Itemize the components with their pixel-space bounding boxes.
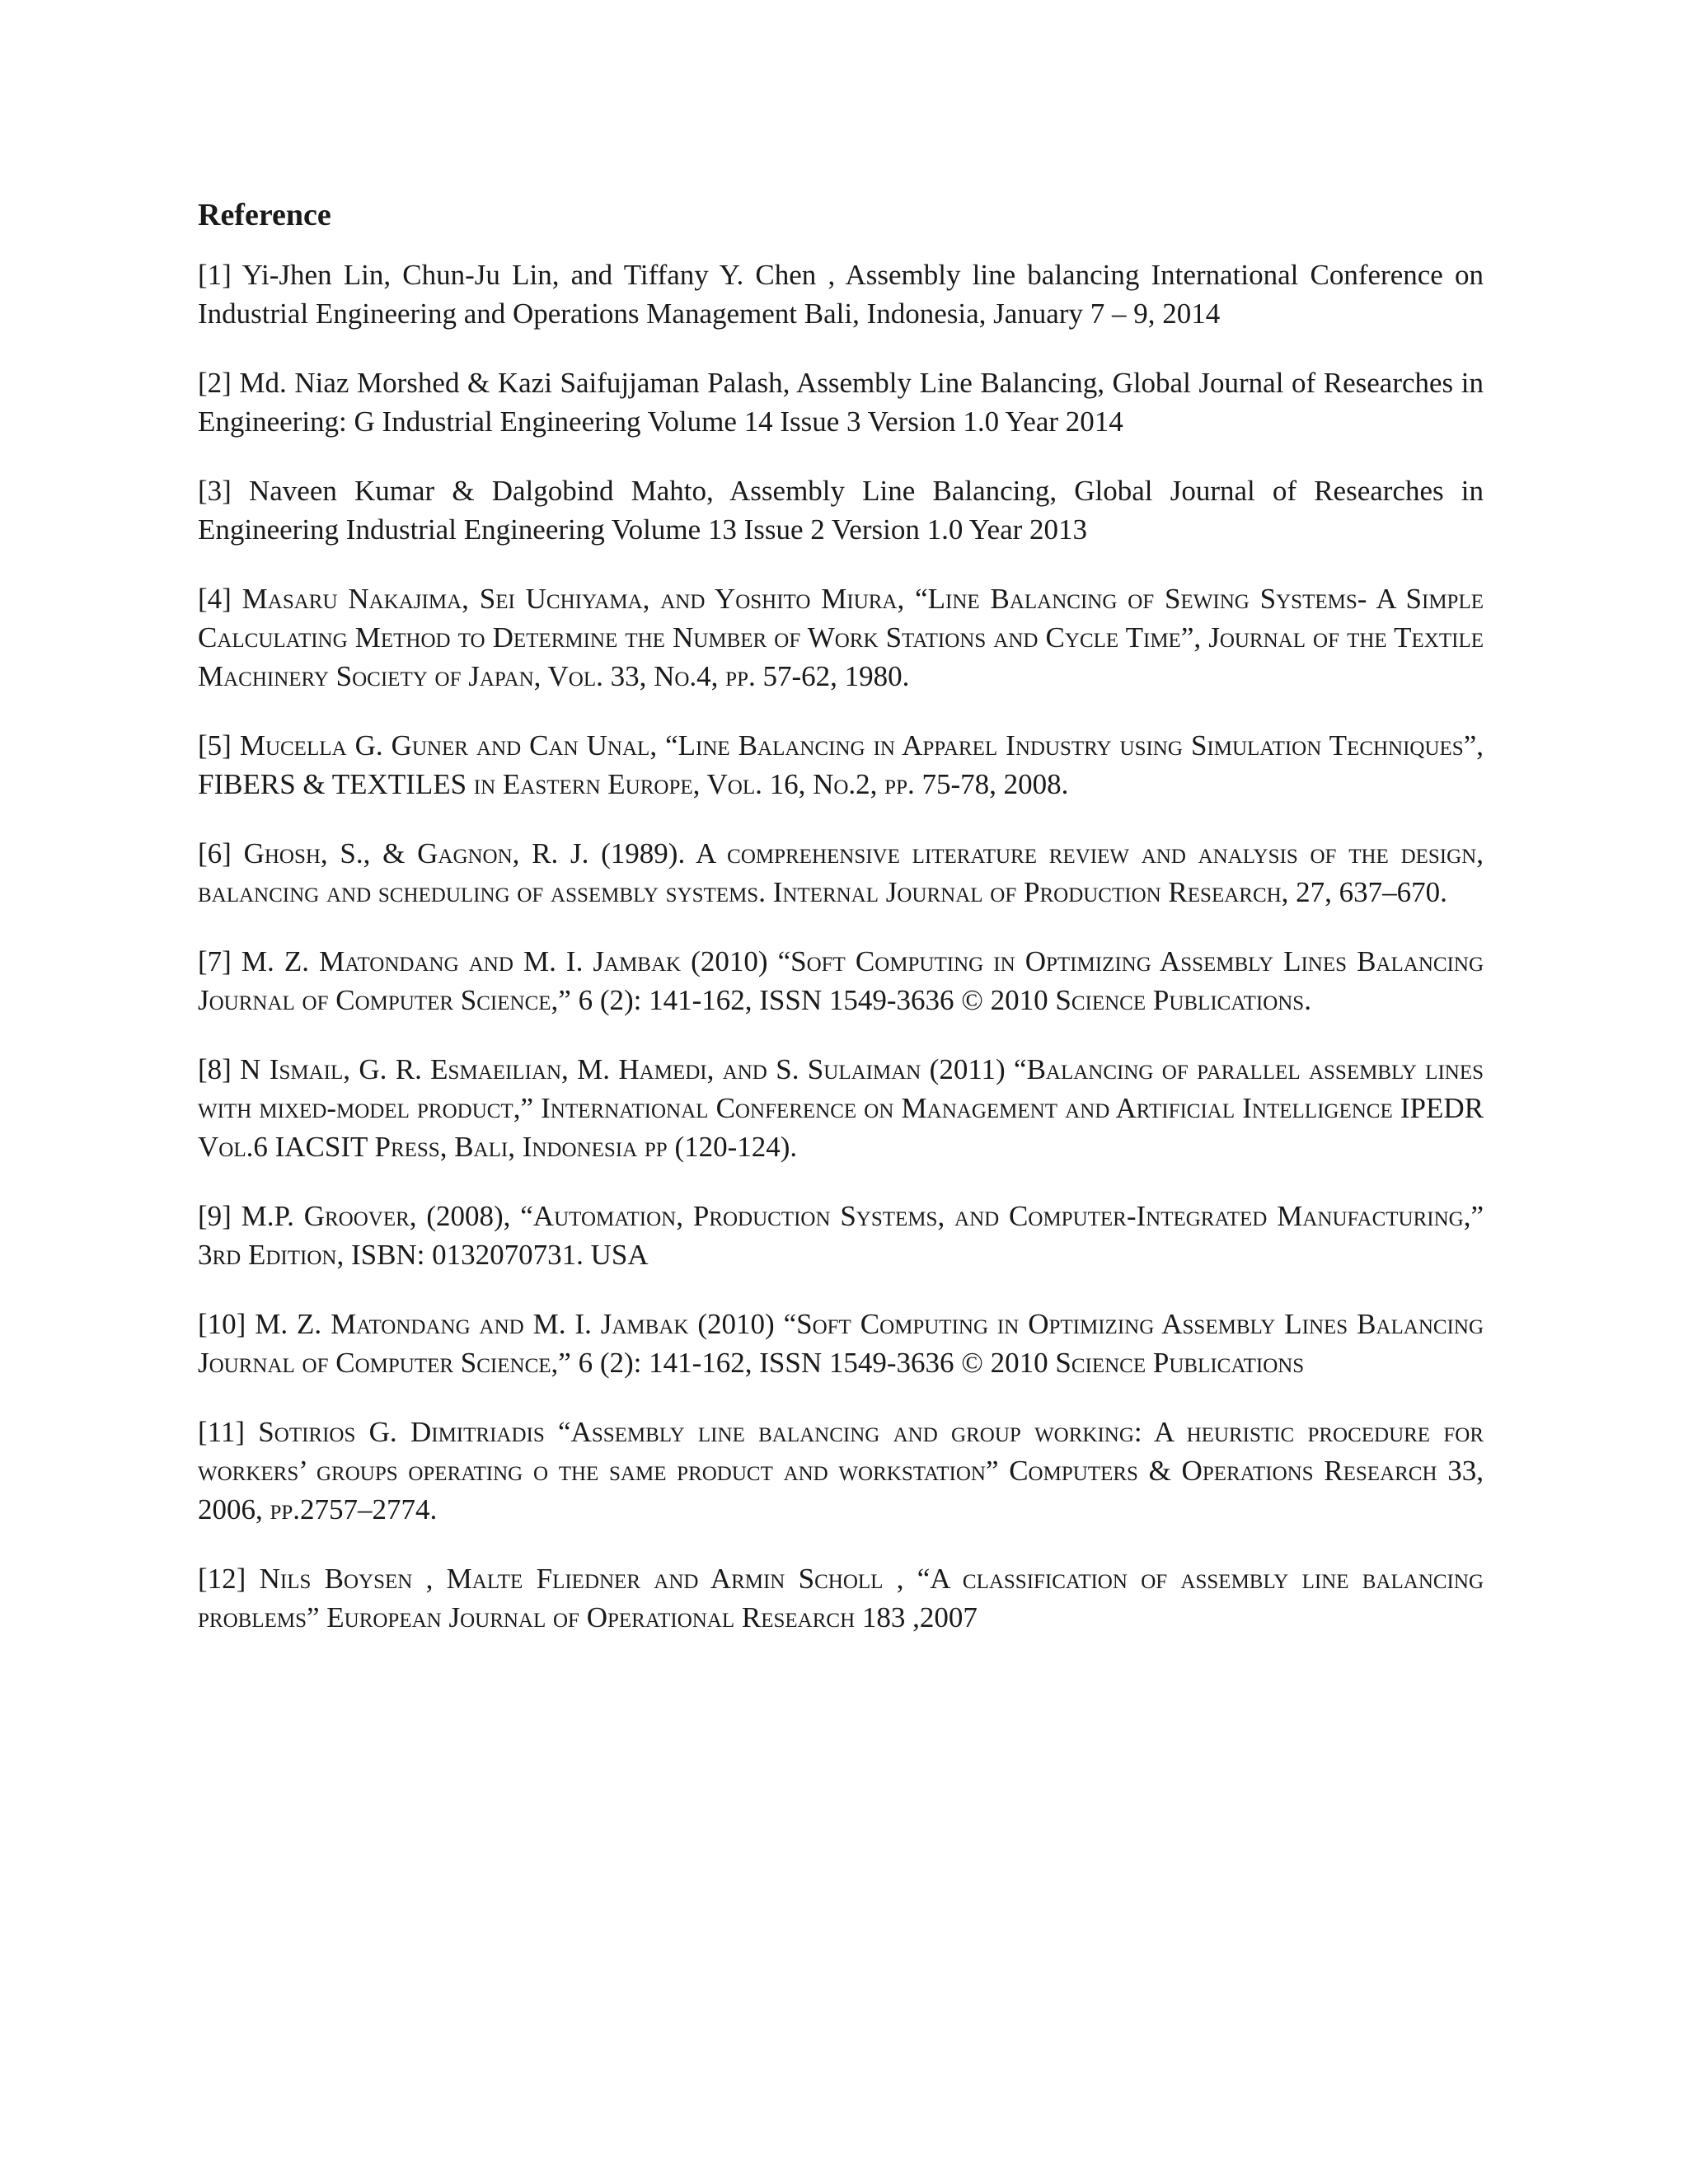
reference-item: [7] M. Z. Matondang and M. I. Jambak (2010) “Soft Computing in Optimizing Assembly Lines Balancing Journal of Computer Science,” 6 (2): 141-162, ISSN 1549-3636 © 2010 Science Publications. <box>198 945 1484 1016</box>
reference-item: [12] Nils Boysen , Malte Fliedner and Armin Scholl , “A classification of assembly line balancing problems” European Journal of Operational Research 183 ,2007 <box>198 1563 1484 1633</box>
reference-page <box>198 194 1484 1667</box>
reference-item: [6] Ghosh, S., & Gagnon, R. J. (1989). A comprehensive literature review and analysis of the design, balancing and scheduling of assembly systems. Internal Journal of Production Research, 27, 637–670. <box>198 837 1484 908</box>
reference-list <box>198 255 1484 1637</box>
page-title: Reference <box>198 198 331 232</box>
reference-item: [3] Naveen Kumar & Dalgobind Mahto, Assembly Line Balancing, Global Journal of Researches in Engineering Industrial Engineering Volume 13 Issue 2 Version 1.0 Year 2013 <box>198 475 1484 546</box>
reference-item: [11] Sotirios G. Dimitriadis “Assembly line balancing and group working: A heuristic procedure for workers’ groups operating o the same product and workstation” Computers & Operations Research 33, 2006, pp.2757–2774. <box>198 1416 1484 1526</box>
reference-item: [4] Masaru Nakajima, Sei Uchiyama, and Yoshito Miura, “Line Balancing of Sewing Systems- A Simple Calculating Method to Determine the Number of Work Stations and Cycle Time”, Journal of the Textile Machinery Society of Japan, Vol. 33, No.4, pp. 57-62, 1980. <box>198 583 1484 692</box>
reference-item: [8] N Ismail, G. R. Esmaeilian, M. Hamedi, and S. Sulaiman (2011) “Balancing of parallel assembly lines with mixed-model product,” International Conference on Management and Artificial Intelligence IPEDR Vol.6 IACSIT Press, Bali, Indonesia pp (120-124). <box>198 1053 1484 1163</box>
reference-item: [9] M.P. Groover, (2008), “Automation, Production Systems, and Computer-Integrated Manufacturing,” 3rd Edition, ISBN: 0132070731. USA <box>198 1200 1484 1271</box>
reference-item: [2] Md. Niaz Morshed & Kazi Saifujjaman Palash, Assembly Line Balancing, Global Journal of Researches in Engineering: G Industrial Engineering Volume 14 Issue 3 Version 1.0 Year 2014 <box>198 367 1484 438</box>
reference-item: [10] M. Z. Matondang and M. I. Jambak (2010) “Soft Computing in Optimizing Assembly Lines Balancing Journal of Computer Science,” 6 (2): 141-162, ISSN 1549-3636 © 2010 Science Publications <box>198 1308 1484 1379</box>
reference-item: [5] Mucella G. Guner and Can Unal, “Line Balancing in Apparel Industry using Simulation Techniques”, FIBERS & TEXTILES in Eastern Europe, Vol. 16, No.2, pp. 75-78, 2008. <box>198 729 1484 800</box>
reference-item: [1] Yi-Jhen Lin, Chun-Ju Lin, and Tiffany Y. Chen , Assembly line balancing International Conference on Industrial Engineering and Operations Management Bali, Indonesia, January 7 – 9, 2014 <box>198 259 1484 330</box>
